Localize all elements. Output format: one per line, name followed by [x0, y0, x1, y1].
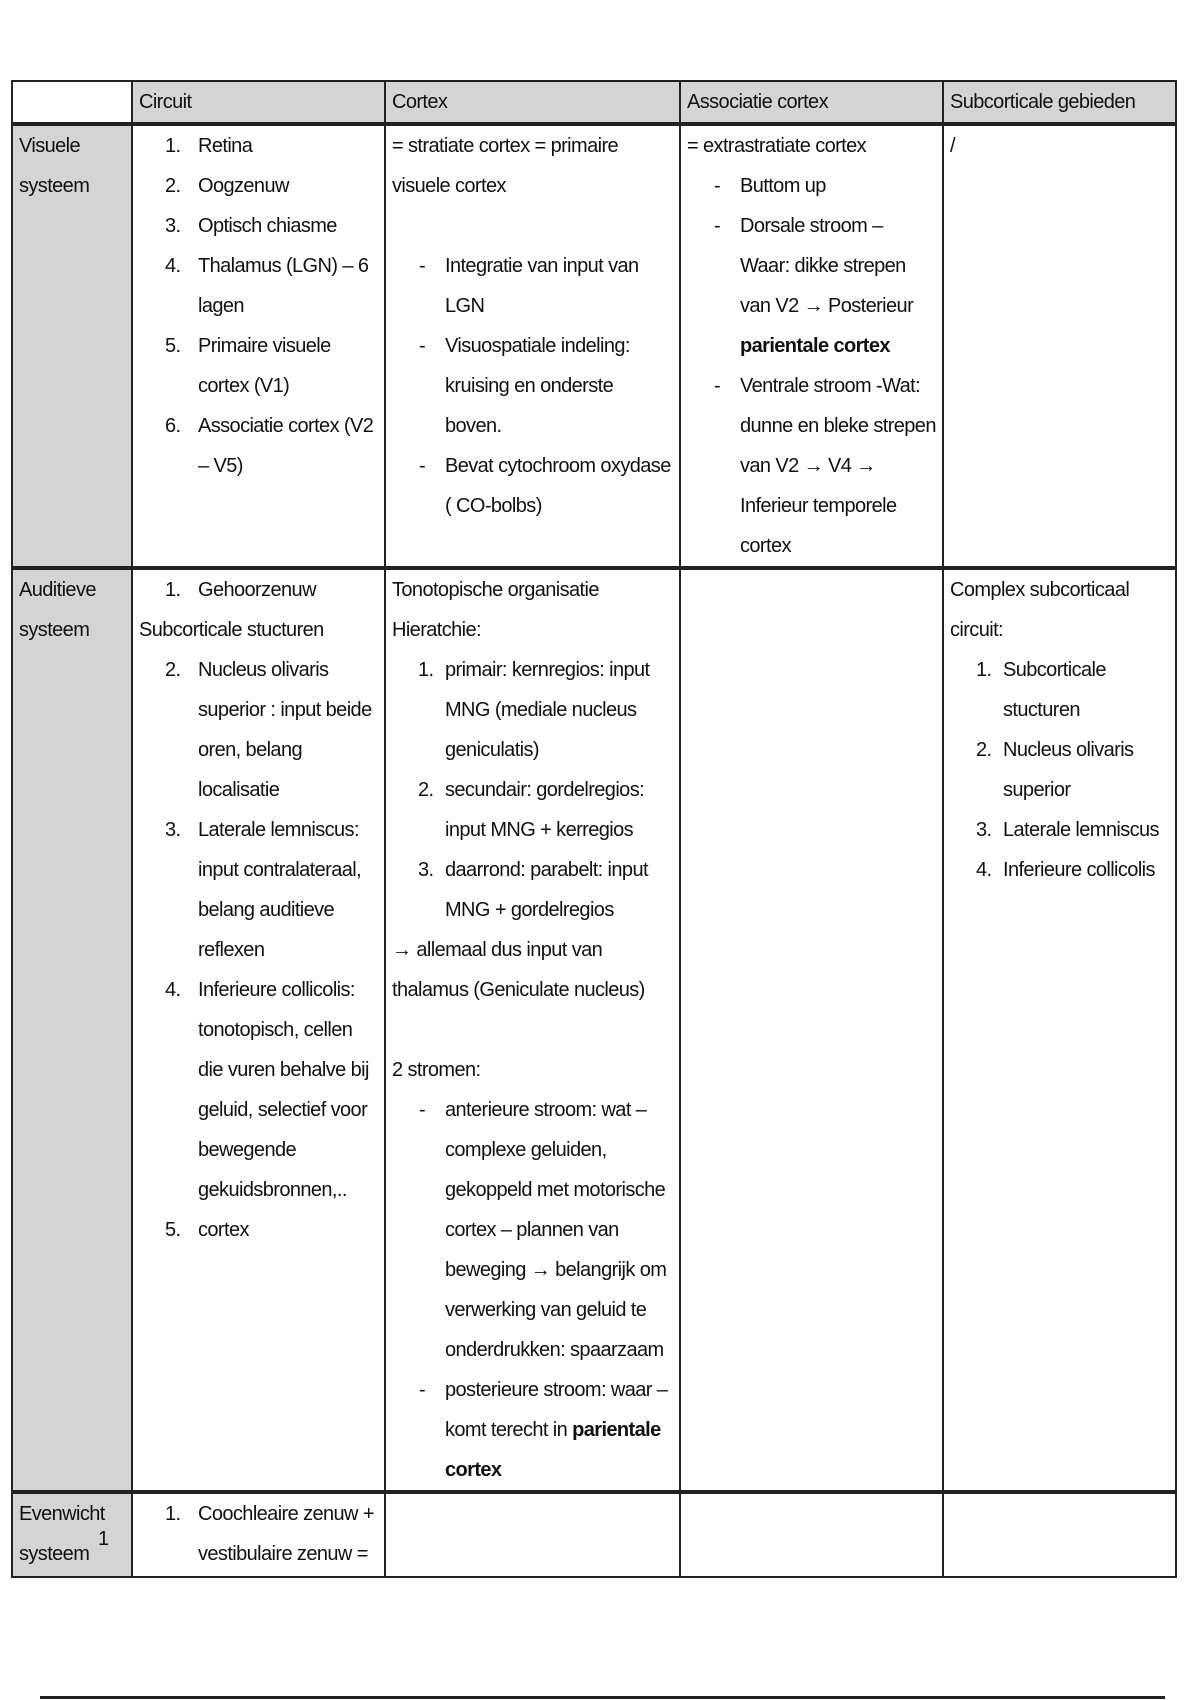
list-item: 1. Subcorticale stucturen	[976, 659, 1106, 721]
list-item: 1. Gehoorzenuw	[165, 579, 316, 601]
row-auditory-system	[12, 568, 1176, 1492]
list-item: - Bevat cytochroom oxydase ( CO-bolbs)	[419, 455, 671, 517]
auditory-streams-list	[392, 1090, 673, 1490]
balance-subcortical-cell	[943, 1492, 1176, 1577]
auditory-circuit-list-first	[139, 570, 378, 610]
list-item: - Integratie van input van LGN	[419, 255, 639, 317]
neuro-systems-table	[11, 80, 1177, 1578]
balance-cortex-cell	[385, 1492, 680, 1577]
list-item: 4. Inferieure collicolis: tonotopisch, cellen die vuren behalve bij geluid, selectief voor bewegende gekuidsbronnen,..	[165, 979, 369, 1201]
auditory-hierarchy-list	[392, 650, 673, 930]
balance-circuit-list	[139, 1494, 378, 1574]
list-item: 2. Nucleus olivaris superior	[976, 739, 1134, 801]
list-item: - posterieure stroom: waar – komt terecht in parientale cortex	[419, 1379, 668, 1481]
list-item: 4. Inferieure collicolis	[976, 859, 1155, 881]
list-item: 2. secundair: gordelregios: input MNG + kerregios	[418, 779, 645, 841]
list-item: 4. Thalamus (LGN) – 6 lagen	[165, 255, 369, 317]
list-item: 5. Primaire visuele cortex (V1)	[165, 335, 331, 397]
header-association-cortex: Associatie cortex	[680, 81, 943, 124]
visual-assoc-intro: = extrastratiate cortex	[687, 135, 867, 157]
row-label-visual: Visuele systeem	[12, 124, 132, 568]
header-cortex: Cortex	[385, 81, 680, 124]
visual-cortex-intro: = stratiate cortex = primaire visuele cortex	[392, 135, 619, 197]
auditory-subcortical-title: Complex subcorticaal circuit:	[950, 579, 1130, 641]
list-item: 3. Laterale lemniscus: input contralateraal, belang auditieve reflexen	[165, 819, 362, 961]
balance-circuit-cell	[132, 1492, 385, 1577]
visual-circuit-cell	[132, 124, 385, 568]
balance-association-cell	[680, 1492, 943, 1577]
row-label-balance: Evenwicht systeem	[12, 1492, 132, 1577]
visual-cortex-cell	[385, 124, 680, 568]
auditory-circuit-list-rest	[139, 650, 378, 1250]
visual-subcortical-cell: /	[943, 124, 1176, 568]
auditory-cortex-hierarchy-label: Hieratchie:	[392, 619, 481, 641]
bold-term: parientale cortex	[740, 335, 890, 357]
visual-cortex-points	[392, 246, 673, 526]
auditory-association-cell	[680, 568, 943, 1492]
list-item: 3. Laterale lemniscus	[976, 819, 1159, 841]
list-item: 2. Nucleus olivaris superior : input beide oren, belang localisatie	[165, 659, 372, 801]
visual-association-cell	[680, 124, 943, 568]
list-item: 1. Coochleaire zenuw + vestibulaire zenuw =	[165, 1503, 374, 1565]
auditory-cortex-cell	[385, 568, 680, 1492]
row-label-auditory: Auditieve systeem	[12, 568, 132, 1492]
row-balance-system	[12, 1492, 1176, 1577]
list-item: - anterieure stroom: wat – complexe geluiden, gekoppeld met motorische cortex – plannen van beweging → belangrijk om verwerking van geluid te onderdrukken: spaarzaam	[419, 1099, 667, 1361]
list-item: 3. Optisch chiasme	[165, 215, 337, 237]
auditory-streams-label: 2 stromen:	[392, 1059, 481, 1081]
page-number: 1	[98, 1528, 110, 1550]
header-circuit: Circuit	[132, 81, 385, 124]
list-item: 1. Retina	[165, 135, 253, 157]
auditory-circuit-subheading: Subcorticale stucturen	[139, 619, 324, 641]
auditory-circuit-cell	[132, 568, 385, 1492]
list-item: - Ventrale stroom -Wat: dunne en bleke strepen van V2 → V4 → Inferieur temporele cortex	[714, 375, 936, 557]
auditory-thalamus-note: → allemaal dus input van thalamus (Geniculate nucleus)	[392, 939, 645, 1001]
header-row	[12, 81, 1176, 124]
row-visual-system	[12, 124, 1176, 568]
header-corner	[12, 81, 132, 124]
visual-circuit-list	[139, 126, 378, 486]
auditory-cortex-title: Tonotopische organisatie	[392, 579, 599, 601]
list-item: - Visuospatiale indeling: kruising en onderste boven.	[419, 335, 630, 437]
list-item: 6. Associatie cortex (V2 – V5)	[165, 415, 374, 477]
list-item: 3. daarrond: parabelt: input MNG + gordelregios	[418, 859, 648, 921]
list-item: - Buttom up	[714, 175, 826, 197]
bold-term: parientale cortex	[445, 1419, 661, 1481]
auditory-subcortical-cell	[943, 568, 1176, 1492]
header-subcortical: Subcorticale gebieden	[943, 81, 1176, 124]
footer-divider	[40, 1696, 1165, 1699]
visual-assoc-points	[687, 166, 936, 566]
auditory-subcortical-list	[950, 650, 1169, 890]
list-item: 2. Oogzenuw	[165, 175, 289, 197]
list-item: - Dorsale stroom – Waar: dikke strepen van V2 → Posterieur parientale cortex	[714, 215, 914, 357]
list-item: 1. primair: kernregios: input MNG (mediale nucleus geniculatis)	[418, 659, 650, 761]
list-item: 5. cortex	[165, 1219, 249, 1241]
